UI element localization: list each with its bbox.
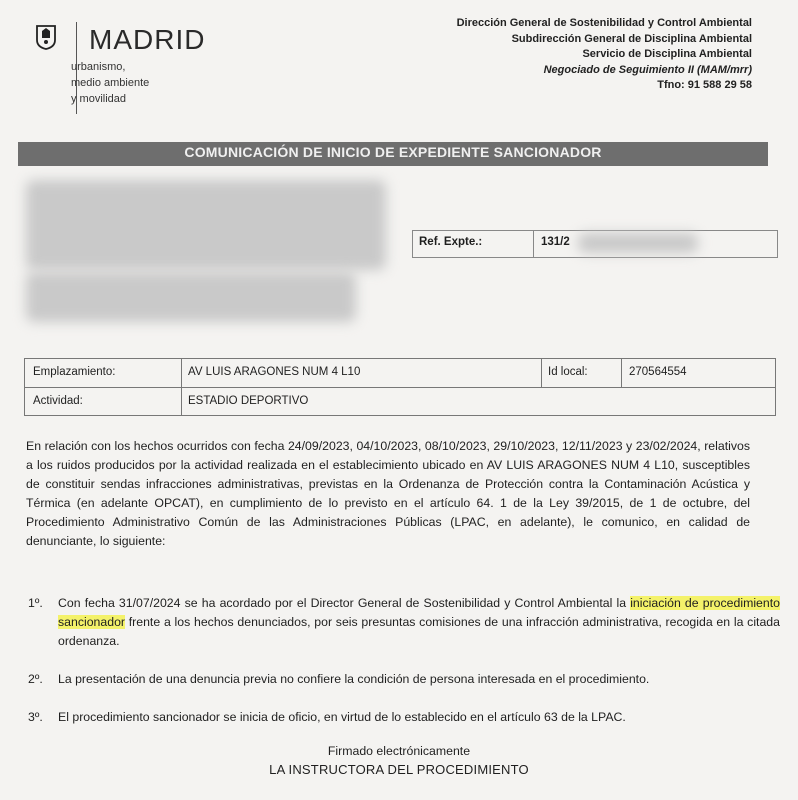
actividad-value: ESTADIO DEPORTIVO [188,395,309,407]
highlighted-text: iniciación de procedimiento sancionador [58,596,780,629]
emplazamiento-label: Emplazamiento: [33,366,116,378]
column-divider [621,359,622,387]
org-line: Negociado de Seguimiento II (MAM/mrr) [543,63,752,76]
point-text: La presentación de una denuncia previa no confiere la condición de persona interesada en el procedimiento. [58,672,650,686]
activity-row [25,387,775,416]
signature-role: LA INSTRUCTORA DEL PROCEDIMIENTO [269,762,529,777]
org-line: Subdirección General de Disciplina Ambiental [511,32,752,45]
intro-paragraph: En relación con los hechos ocurridos con fecha 24/09/2023, 04/10/2023, 08/10/2023, 29/10/2023, 12/11/2023 y 23/02/2024, relativos a los ruidos producidos por la actividad realizada en el establecimiento ubicado en AV LUIS ARAGONES NUM 4 L10, susceptibles de constituir sendas infracciones administrativas, previstas en la Ordenanza de Protección contra la Contaminación Acústica y Térmica (en adelante OPCAT), en cumplimiento de lo previsto en el artículo 64. 1 de la Ley 39/2015, de 1 de octubre, del Procedimiento Administrativo Común de las Administraciones Públicas (LPAC, en adelante), le comunico, en calidad de denunciante, lo siguiente: [26,439,750,549]
point-number: 3º. [28,710,43,724]
logo-name: MADRID [89,24,206,55]
id-local-value: 270564554 [629,366,687,378]
reference-box [412,230,778,258]
org-phone: Tfno: 91 588 29 58 [657,79,752,91]
column-divider [181,359,182,387]
point-text: El procedimiento sancionador se inicia de oficio, en virtud de lo establecido en el artículo 63 de la LPAC. [58,710,626,724]
department-line: medio ambiente [71,77,150,89]
redacted-address [26,272,356,322]
document-title: COMUNICACIÓN DE INICIO DE EXPEDIENTE SANCIONADOR [184,144,602,160]
point-text-part: Con fecha 31/07/2024 se ha acordado por el Director General de Sostenibilidad y Control Ambiental la [58,596,631,610]
redacted-recipient [26,180,386,270]
point-text [58,594,780,651]
org-line: Servicio de Disciplina Ambiental [582,48,752,60]
emplazamiento-value: AV LUIS ARAGONES NUM 4 L10 [188,366,361,378]
department-line: urbanismo, [71,61,126,73]
id-local-label: Id local: [548,366,588,378]
title-bar [18,142,768,166]
point-number: 1º. [28,596,43,610]
column-divider [541,359,542,387]
actividad-label: Actividad: [33,395,83,407]
department-line: y movilidad [71,93,127,105]
column-divider [181,388,182,416]
org-line: Dirección General de Sostenibilidad y Control Ambiental [456,17,752,29]
madrid-coat-of-arms-icon [35,22,57,50]
reference-value: 131/2 [541,236,570,248]
reference-divider [533,231,534,257]
location-row [25,359,775,387]
organization-header [457,16,752,94]
redacted-reference [578,233,698,253]
point-number: 2º. [28,672,43,686]
department-name [71,59,149,107]
signature-note: Firmado electrónicamente [327,744,471,758]
reference-label: Ref. Expte.: [419,236,483,248]
location-table [24,358,776,416]
point-text-part: frente a los hechos denunciados, por seis presuntas comisiones de una infracción administrativa, recogida en la citada ordenanza. [58,615,780,648]
